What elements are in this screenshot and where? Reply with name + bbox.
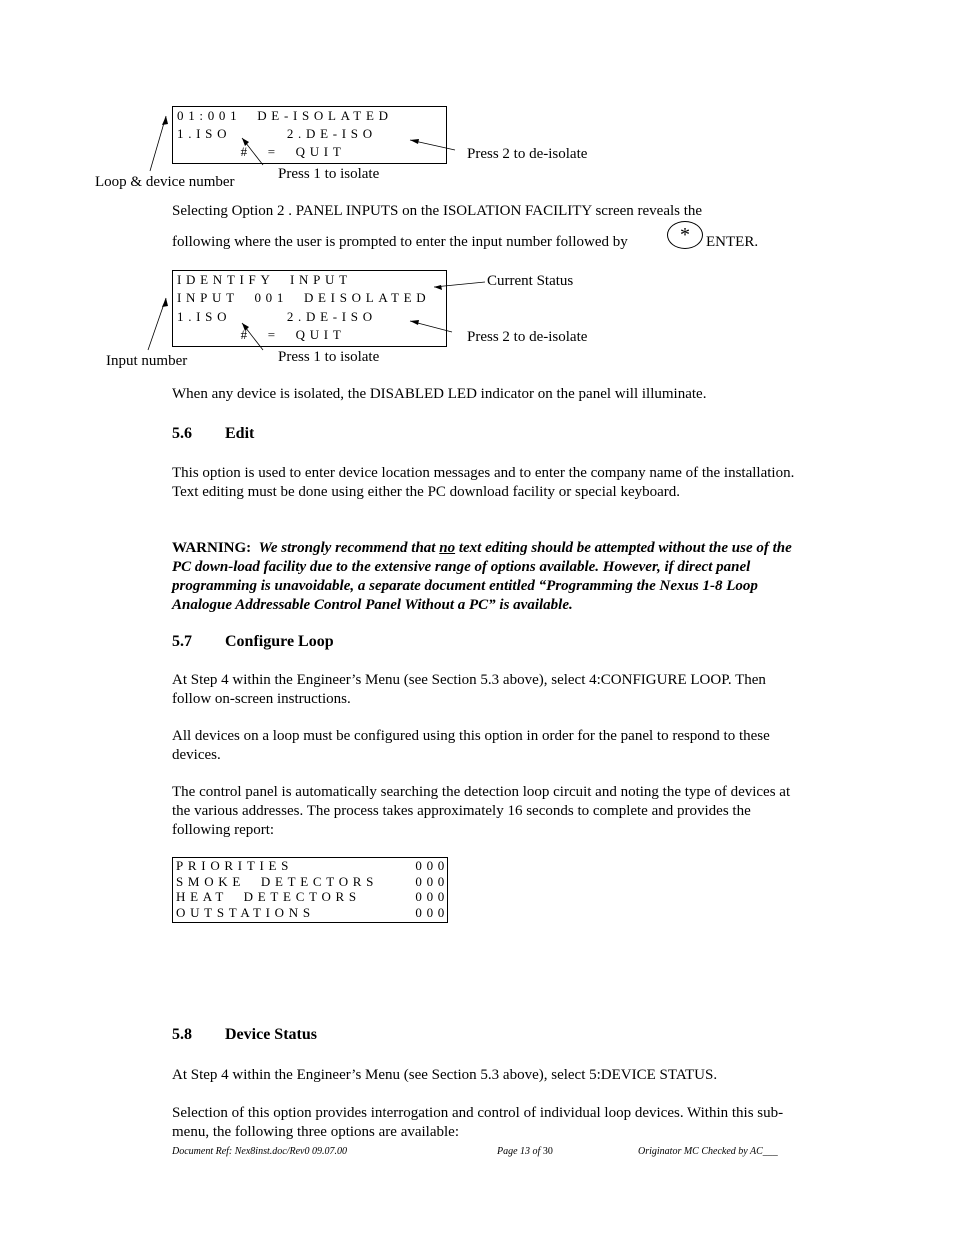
- paragraph-select-option-cont: following where the user is prompted to enter the input number followed by: [172, 234, 628, 250]
- callout-loop-device: Loop & device number: [95, 174, 235, 190]
- report-label: OUTSTATIONS: [176, 905, 315, 920]
- lcd-row: INPUT 001 DEISOLATED: [177, 290, 431, 305]
- lcd-report-table: [172, 857, 448, 923]
- report-label: SMOKE DETECTORS: [176, 874, 379, 889]
- paragraph-edit: This option is used to enter device location messages and to enter the company name of the installation. Text editing must be done using either the PC download facility or special keyboard.: [172, 465, 795, 500]
- footer-originator: Originator MC Checked by AC___: [638, 1146, 778, 1157]
- footer-doc-ref: Document Ref: Nex8inst.doc/Rev0 09.07.00: [172, 1146, 347, 1157]
- callout-isolate: Press 1 to isolate: [278, 166, 380, 182]
- callout-current-status: Current Status: [487, 273, 574, 289]
- lcd-row: # = QUIT: [177, 327, 346, 342]
- warning-text-cont: text editing should be attempted without the use of the PC down-load facility due to the extensive range of options available. However, if direct panel programming is unavoidable, a separate document entitled “Programming the Nexus 1-8 Loop Analogue Addressable Control Panel Without a PC” is available.: [172, 540, 792, 613]
- section-heading-edit: [172, 425, 254, 443]
- warning-paragraph: [172, 539, 797, 615]
- lcd-row: 1.ISO 2.DE-ISO: [177, 309, 377, 324]
- lcd-row: IDENTIFY INPUT: [177, 272, 352, 287]
- report-label: HEAT DETECTORS: [176, 889, 361, 904]
- section-title: Edit: [225, 425, 255, 442]
- callout-deisolate: Press 2 to de-isolate: [467, 329, 588, 345]
- lcd-display-device-isolate: [172, 106, 447, 164]
- paragraph-configure-3: The control panel is automatically searching the detection loop circuit and noting the type of devices at the various addresses. The process takes approximately 16 seconds to complete and provides the following report:: [172, 784, 791, 838]
- paragraph-status-1: At Step 4 within the Engineer’s Menu (see Section 5.3 above), select 5:DEVICE STATUS.: [172, 1067, 718, 1083]
- callout-isolate: Press 1 to isolate: [278, 349, 380, 365]
- lcd-row: # = QUIT: [177, 144, 346, 159]
- star-key-icon: *: [667, 221, 703, 249]
- lcd-row: 01:001 DE-ISOLATED: [177, 108, 393, 123]
- section-heading-configure-loop: [172, 633, 334, 651]
- report-value: 000: [415, 858, 449, 873]
- report-label: PRIORITIES: [176, 858, 294, 873]
- paragraph-configure-1: At Step 4 within the Engineer’s Menu (see Section 5.3 above), select 4:CONFIGURE LOOP. Then follow on-screen instructions.: [172, 672, 766, 707]
- enter-label: ENTER.: [706, 234, 759, 250]
- section-title: Configure Loop: [225, 633, 334, 650]
- report-value: 000: [415, 905, 449, 920]
- warning-text: We strongly recommend that: [258, 540, 436, 556]
- section-heading-device-status: [172, 1026, 317, 1044]
- lcd-display-identify-input: [172, 270, 447, 347]
- callout-input-number: Input number: [106, 353, 188, 369]
- warning-label: WARNING:: [172, 540, 252, 556]
- section-title: Device Status: [225, 1026, 317, 1043]
- footer-page: [497, 1146, 553, 1157]
- paragraph-configure-2: All devices on a loop must be configured using this option in order for the panel to respond to these devices.: [172, 728, 770, 763]
- section-number: 5.6: [172, 425, 192, 442]
- section-number: 5.7: [172, 633, 192, 650]
- lcd-row: 1.ISO 2.DE-ISO: [177, 126, 377, 141]
- paragraph-select-option: Selecting Option 2 . PANEL INPUTS on the ISOLATION FACILITY screen reveals the: [172, 203, 703, 219]
- paragraph-disabled-led: When any device is isolated, the DISABLED LED indicator on the panel will illuminate.: [172, 386, 707, 402]
- report-value: 000: [415, 889, 449, 904]
- footer-page-label: Page 13 of: [497, 1146, 541, 1157]
- section-number: 5.8: [172, 1026, 192, 1043]
- paragraph-status-2: Selection of this option provides interrogation and control of individual loop devices. Within this sub-menu, the following three options are available:: [172, 1105, 784, 1140]
- footer-page-total: 30: [542, 1146, 553, 1157]
- report-value: 000: [415, 874, 449, 889]
- callout-deisolate: Press 2 to de-isolate: [467, 146, 588, 162]
- warning-emphasis: no: [439, 540, 456, 556]
